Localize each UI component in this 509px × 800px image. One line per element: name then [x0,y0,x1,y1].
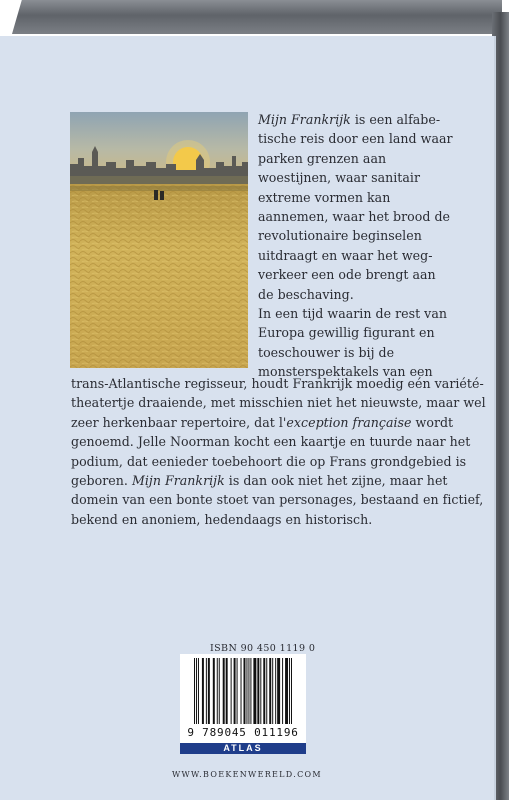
barcode-bar [219,658,220,724]
text-segment: parken grenzen aan [258,150,387,166]
barcode-bar [213,658,215,724]
blurb-bottom-line [71,393,486,412]
publisher-website: WWW.BOEKENWERELD.COM [172,770,322,779]
text-segment: geboren. [71,473,132,489]
barcode-bar [206,658,207,724]
barcode-bar [243,658,245,724]
text-segment: monsterspektakels van een [258,364,433,380]
text-segment: de beschaving. [258,286,354,302]
text-segment: genoemd. Jelle Noorman kocht een kaartje en tuurde naar het [71,434,471,450]
wheatfield-sunset-painting-icon [70,112,248,368]
barcode-bar [269,658,271,724]
blurb-top-line [258,323,483,342]
book-page-edges-top [12,0,502,34]
blurb-top-line [258,265,483,284]
text-segment: revolutionaire beginselen [258,228,422,244]
text-segment: is een alfabe- [350,112,441,127]
text-segment: In een tijd waarin de rest van [258,306,447,322]
barcode-bar [285,658,288,724]
barcode-bar [272,658,273,724]
text-segment: zeer herkenbaar repertoire, dat l' [71,414,287,430]
publisher-logo: ATLAS [180,743,306,754]
barcode-label [180,654,306,754]
text-segment: trans-Atlantische regisseur, houdt Frankrijk moedig eén variété- [71,376,484,391]
text-segment: tische reis door een land waar [258,131,453,147]
text-segment: podium, dat eenieder toebehoort die op Frans grondgebied is [71,453,467,469]
text-segment: wordt [411,414,454,430]
barcode-bar [275,658,276,724]
isbn-label: ISBN 90 450 1119 0 [210,643,316,654]
barcode-bar [202,658,204,724]
blurb-bottom-line [71,374,483,393]
italic-text: Mijn Frankrijk [131,473,225,489]
blurb-top-line [258,246,483,265]
text-segment: Europa gewillig figurant en [258,325,435,341]
blurb-top-line [258,110,483,129]
barcode-bar [253,658,256,724]
barcode-bar [277,658,280,724]
barcode-bar [217,658,218,724]
barcode-bar [282,658,283,724]
italic-text: Mijn Frankrijk [258,112,351,127]
blurb-full-width [71,374,486,529]
barcode-bar [208,658,210,724]
text-segment: toeschouwer is bij de [258,344,395,360]
barcode-bar [196,658,197,724]
blurb-bottom-line [71,510,483,529]
barcode-bar [241,658,242,724]
blurb-bottom-line [71,452,483,471]
barcode-bar [250,658,251,724]
barcode-bar [231,658,232,724]
barcode-bar [289,658,290,724]
barcode-bar [226,658,228,724]
barcode-bar [260,658,261,724]
blurb-bottom-line [71,471,483,490]
barcode-bar [248,658,249,724]
barcode-bar [198,658,199,724]
blurb-top-line [258,129,483,148]
barcode-bar [263,658,265,724]
blurb-top-column [258,110,483,382]
text-segment: bekend en anoniem, hedendaags en historisch. [71,511,373,527]
barcode-bar [223,658,225,724]
italic-text: exception française [286,414,412,430]
barcode-bar [246,658,247,724]
text-segment: extreme vormen kan [258,189,391,205]
barcode-bar [291,658,292,724]
text-segment: aannemen, waar het brood de [258,209,451,225]
blurb-top-line [258,188,483,207]
barcode-bar [266,658,267,724]
blurb-top-line [258,226,483,245]
blurb-top-line [258,168,483,187]
text-segment: is dan ook niet het zijne, maar het [224,473,448,489]
barcode-bar [257,658,259,724]
barcode-bar [194,658,195,724]
blurb-bottom-line [71,432,483,451]
blurb-top-line [258,207,483,226]
blurb-top-line [258,343,483,362]
text-segment: theatertje draaiende, met misschien niet het nieuwste, maar wel [71,395,486,411]
text-segment: woestijnen, waar sanitair [258,170,420,186]
blurb-top-line [258,149,483,168]
barcode-digits: 9 789045 011196 [187,726,299,739]
blurb-bottom-line [71,413,483,432]
blurb-top-line [258,304,483,323]
blurb-top-line [258,285,483,304]
text-segment: verkeer een ode brengt aan [258,267,436,283]
text-segment: uitdraagt en waar het weg- [258,247,433,263]
ean-barcode-icon [194,658,292,724]
barcode-bar [234,658,236,724]
text-segment: domein van een bonte stoet van personages, bestaand en fictief, [71,492,484,508]
blurb-bottom-line [71,490,483,509]
barcode-bar [237,658,238,724]
